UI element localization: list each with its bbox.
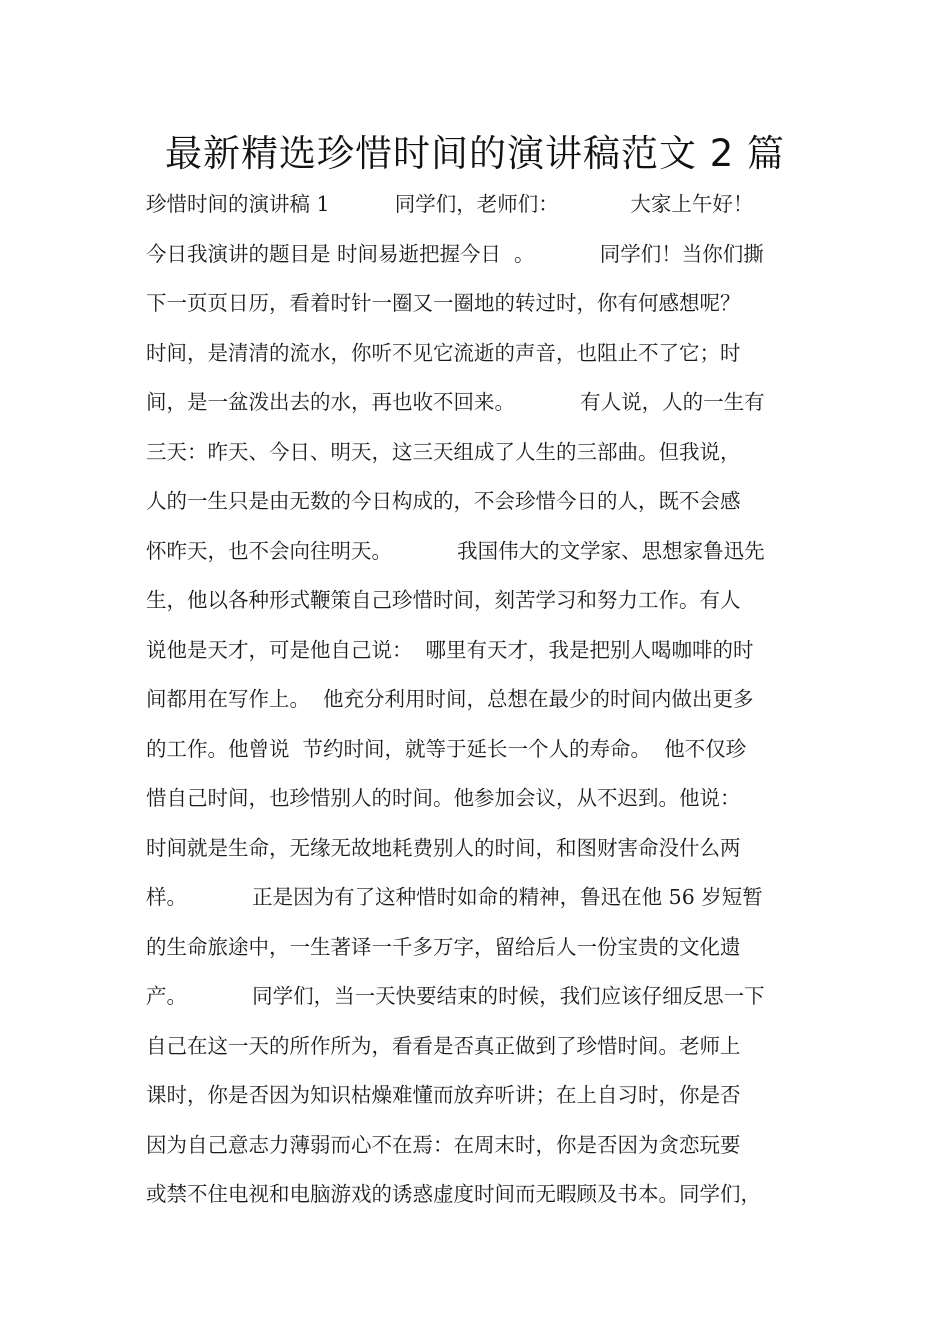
body-line: 或禁不住电视和电脑游戏的诱惑虚度时间而无暇顾及书本。同学们， — [146, 1182, 761, 1206]
body-line: 因为自己意志力薄弱而心不在焉：在周末时，你是否因为贪恋玩要 — [146, 1132, 741, 1157]
body-line: 今日我演讲的题目是 时间易逝把握今日 。 同学们！当你们撕 — [146, 241, 764, 266]
body-line: 间，是一盆泼出去的水，再也收不回来。 有人说，人的一生有 — [146, 390, 765, 414]
body-line: 惜自己时间，也珍惜别人的时间。他参加会议，从不迟到。他说： — [146, 786, 741, 810]
body-line: 生，他以各种形式鞭策自己珍惜时间，刻苦学习和努力工作。有人 — [146, 588, 741, 612]
body-line: 怀昨天，也不会向往明天。 我国伟大的文学家、思想家鲁迅先 — [146, 538, 765, 563]
body-line: 珍惜时间的演讲稿 1 同学们，老师们： 大家上午好！ — [146, 192, 754, 216]
body-line: 三天：昨天、今日、明天，这三天组成了人生的三部曲。但我说， — [146, 439, 741, 464]
body-line: 间都用在写作上。 他充分利用时间，总想在最少的时间内做出更多 — [146, 687, 754, 711]
body-line: 的生命旅途中，一生著译一千多万字，留给后人一份宝贵的文化遗 — [146, 934, 741, 959]
document-body — [146, 180, 826, 1220]
body-line: 产。 同学们，当一天快要结束的时候，我们应该仔细反思一下 — [146, 984, 765, 1008]
body-line: 样。 正是因为有了这种惜时如命的精神，鲁迅在他 56 岁短暂 — [146, 885, 763, 909]
body-line: 时间，是清清的流水，你听不见它流逝的声音，也阻止不了它；时 — [146, 340, 741, 365]
body-line: 下一页页日历，看着时针一圈又一圈地的转过时，你有何感想呢？ — [146, 291, 741, 315]
document-title: 最新精选珍惜时间的演讲稿范文 2 篇 — [164, 132, 786, 175]
body-line: 自己在这一天的所作所为，看看是否真正做到了珍惜时间。老师上 — [146, 1033, 741, 1058]
body-line: 的工作。他曾说 节约时间，就等于延长一个人的寿命。 他不仅珍 — [146, 736, 747, 761]
body-line: 人的一生只是由无数的今日构成的，不会珍惜今日的人，既不会感 — [146, 489, 741, 513]
body-line: 说他是天才，可是他自己说： 哪里有天才，我是把别人喝咖啡的时 — [146, 637, 754, 662]
body-line: 课时，你是否因为知识枯燥难懂而放弃听讲；在上自习时，你是否 — [146, 1083, 741, 1107]
body-line: 时间就是生命，无缘无故地耗费别人的时间，和图财害命没什么两 — [146, 835, 741, 860]
